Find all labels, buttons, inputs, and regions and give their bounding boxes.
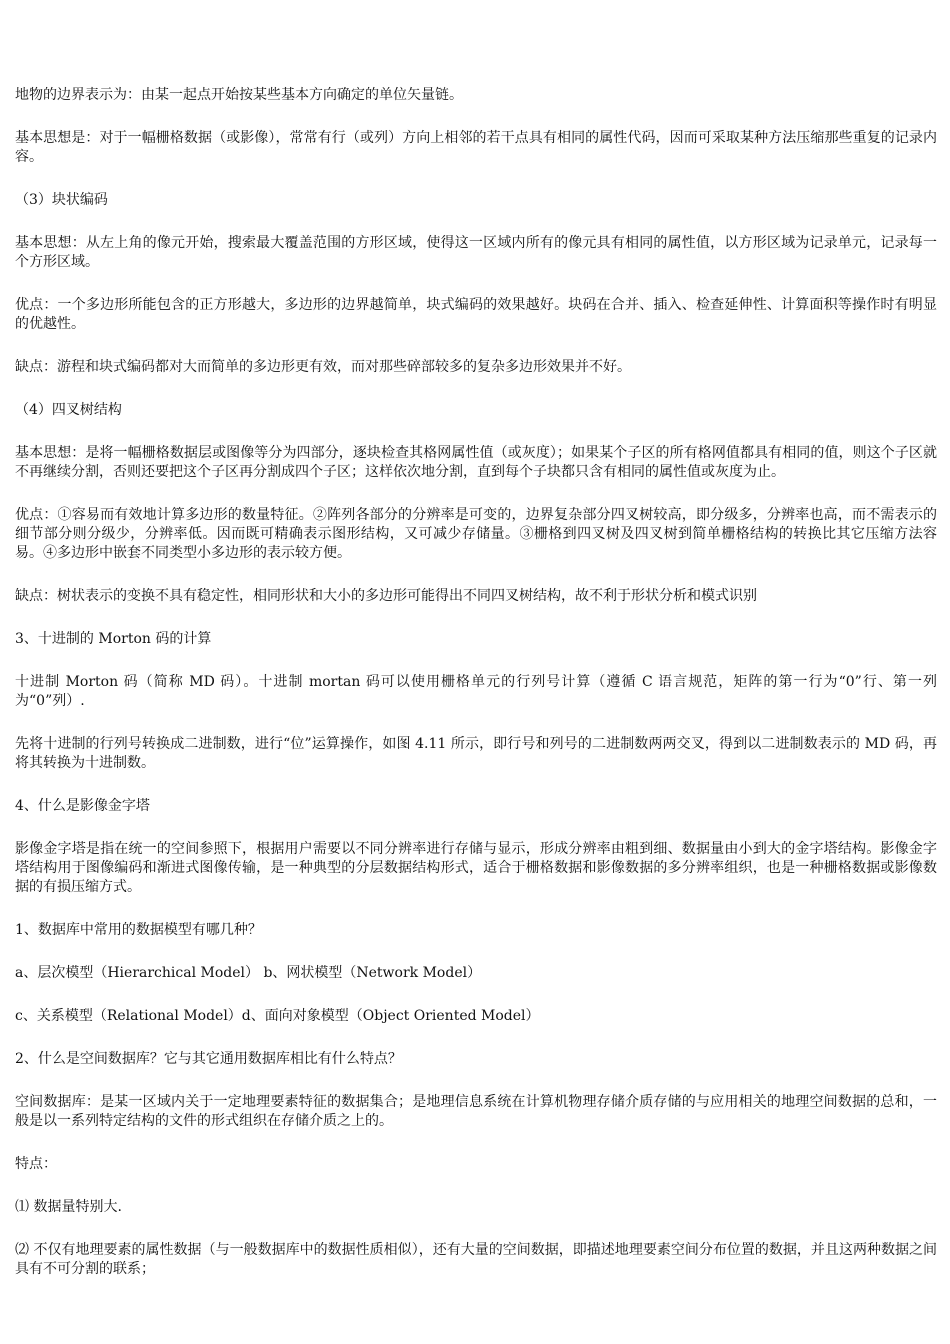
paragraph-quadtree-idea: 基本思想：是将一幅栅格数据层或图像等分为四部分，逐块检查其格网属性值（或灰度）；如果某个子区的所有格网值都具有相同的值，则这个子区就不再继续分割，否则还要把这个子区再分割成四个子区；这样依次地分割，直到每个子块都只含有相同的属性值或灰度为止。 <box>15 445 937 480</box>
paragraph-boundary-chain: 地物的边界表示为：由某一起点开始按某些基本方向确定的单位矢量链。 <box>15 87 463 103</box>
document-page <box>15 86 937 1303</box>
paragraph-feature-1: ⑴ 数据量特别大. <box>15 1199 122 1215</box>
heading-block-code: （3）块状编码 <box>15 192 108 208</box>
heading-data-models: 1、数据库中常用的数据模型有哪几种？ <box>15 922 262 938</box>
heading-image-pyramid: 4、什么是影像金字塔 <box>15 798 150 814</box>
paragraph-run-length-idea: 基本思想是：对于一幅栅格数据（或影像），常常有行（或列）方向上相邻的若干点具有相同的属性代码，因而可采取某种方法压缩那些重复的记录内容。 <box>15 130 937 165</box>
heading-spatial-database: 2、什么是空间数据库？它与其它通用数据库相比有什么特点？ <box>15 1051 402 1067</box>
paragraph-block-code-idea: 基本思想：从左上角的像元开始，搜索最大覆盖范围的方形区域，使得这一区域内所有的像元具有相同的属性值，以方形区域为记录单元，记录每一个方形区域。 <box>15 235 937 270</box>
heading-morton-code: 3、十进制的 Morton 码的计算 <box>15 631 212 647</box>
paragraph-morton-method: 先将十进制的行列号转换成二进制数，进行“位”运算操作，如图 4.11 所示，即行号和列号的二进制数两两交叉，得到以二进制数表示的 MD 码，再将其转换为十进制数。 <box>15 736 937 771</box>
heading-quadtree: （4）四叉树结构 <box>15 402 122 418</box>
paragraph-quadtree-disadvantages: 缺点：树状表示的变换不具有稳定性，相同形状和大小的多边形可能得出不同四叉树结构，故不利于形状分析和模式识别 <box>15 588 757 604</box>
paragraph-block-code-advantages: 优点：一个多边形所能包含的正方形越大，多边形的边界越简单，块式编码的效果越好。块码在合并、插入、检查延伸性、计算面积等操作时有明显的优越性。 <box>15 297 937 332</box>
paragraph-models-cd: c、关系模型（Relational Model）d、面向对象模型（Object Oriented Model） <box>15 1008 540 1024</box>
paragraph-models-ab: a、层次模型（Hierarchical Model） b、网状模型（Network Model） <box>15 965 482 981</box>
paragraph-block-code-disadvantages: 缺点：游程和块式编码都对大而简单的多边形更有效，而对那些碎部较多的复杂多边形效果并不好。 <box>15 359 631 375</box>
paragraph-feature-2: ⑵ 不仅有地理要素的属性数据（与一般数据库中的数据性质相似），还有大量的空间数据，即描述地理要素空间分布位置的数据，并且这两种数据之间具有不可分割的联系； <box>15 1242 937 1277</box>
paragraph-spatial-database-definition: 空间数据库：是某一区域内关于一定地理要素特征的数据集合；是地理信息系统在计算机物理存储介质存储的与应用相关的地理空间数据的总和，一般是以一系列特定结构的文件的形式组织在存储介质之上的。 <box>15 1094 937 1129</box>
paragraph-morton-definition: 十进制 Morton 码（简称 MD 码）。十进制 mortan 码可以使用栅格单元的行列号计算（遵循 C 语言规范，矩阵的第一行为“0”行、第一列为“0”列）. <box>15 674 937 709</box>
paragraph-features-label: 特点： <box>15 1156 57 1172</box>
paragraph-quadtree-advantages: 优点：①容易而有效地计算多边形的数量特征。②阵列各部分的分辨率是可变的，边界复杂部分四叉树较高，即分级多，分辨率也高，而不需表示的细节部分则分级少，分辨率低。因而既可精确表示图形结构，又可减少存储量。③栅格到四叉树及四叉树到简单栅格结构的转换比其它压缩方法容易。④多边形中嵌套不同类型小多边形的表示较方便。 <box>15 507 937 561</box>
paragraph-image-pyramid: 影像金字塔是指在统一的空间参照下，根据用户需要以不同分辨率进行存储与显示，形成分辨率由粗到细、数据量由小到大的金字塔结构。影像金字塔结构用于图像编码和渐进式图像传输，是一种典型的分层数据结构形式，适合于栅格数据和影像数据的多分辨率组织，也是一种栅格数据或影像数据的有损压缩方式。 <box>15 841 937 895</box>
